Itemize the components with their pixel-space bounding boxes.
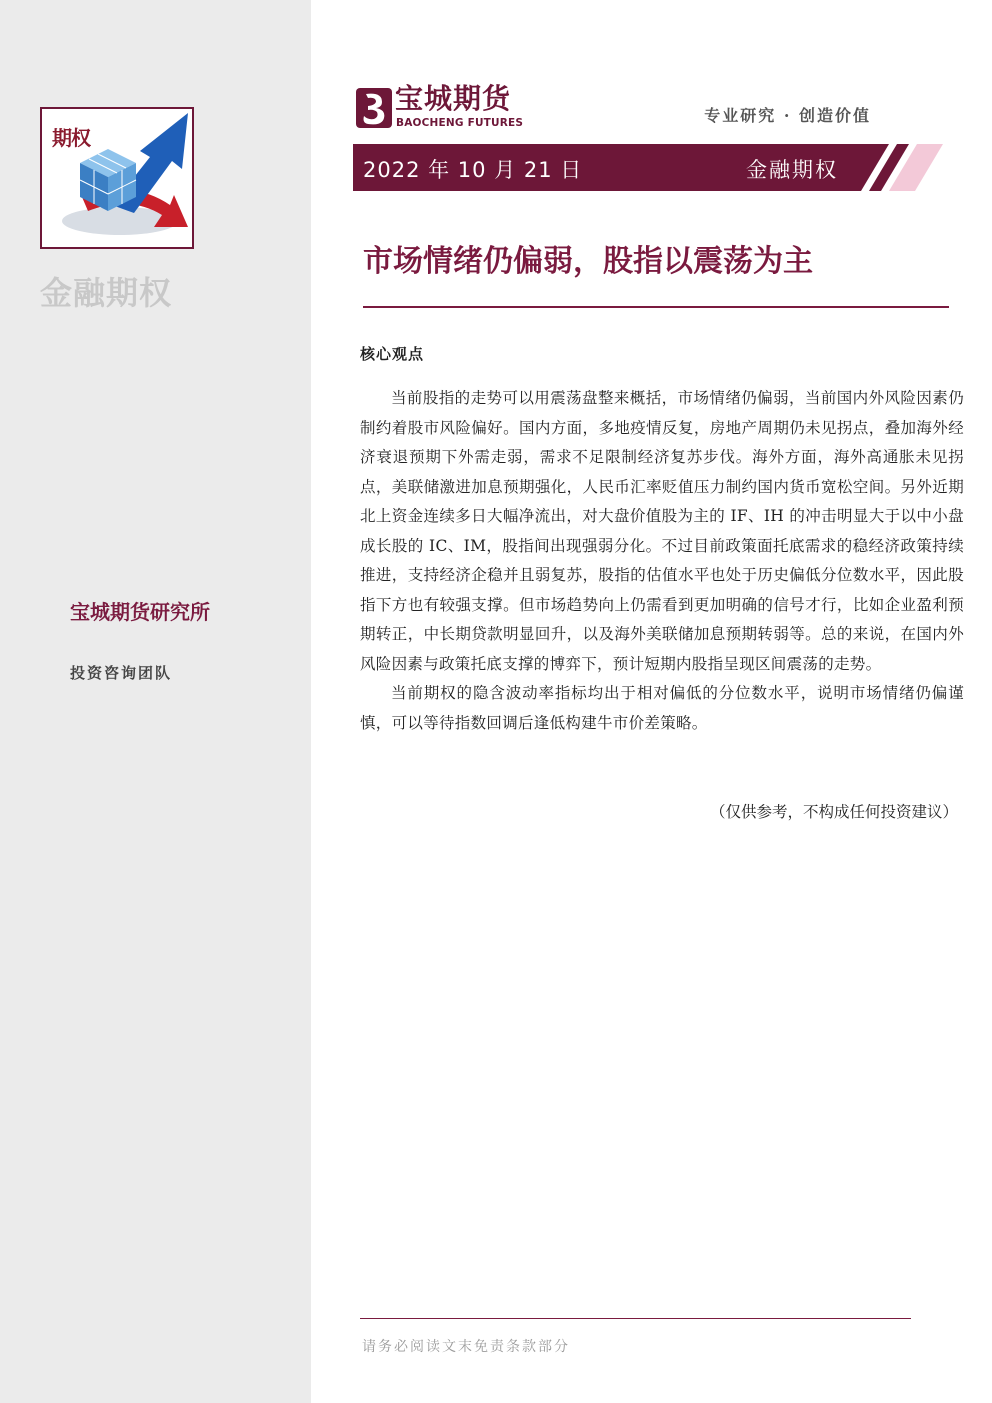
disclaimer: （仅供参考，不构成任何投资建议） [709, 803, 958, 821]
footer-divider [360, 1318, 911, 1319]
cover-label: 期权 [52, 126, 90, 150]
report-body [360, 384, 964, 738]
baocheng-logo-icon [354, 86, 394, 130]
slogan: 专业研究 · 创造价值 [704, 106, 871, 125]
footer-note: 请务必阅读文末免责条款部分 [362, 1339, 570, 1355]
report-category: 金融期权 [746, 158, 838, 182]
team-name: 投资咨询团队 [70, 664, 173, 682]
title-divider [363, 306, 949, 308]
logo-english: BAOCHENG FUTURES [396, 117, 524, 129]
logo-chinese: 宝城期货 [395, 82, 512, 115]
body-paragraph: 当前股指的走势可以用震荡盘整来概括，市场情绪仍偏弱，当前国内外风险因素仍制约着股市风险偏好。国内方面，多地疫情反复，房地产周期仍未见拐点，叠加海外经济衰退预期下外需走弱，需求不足限制经济复苏步伐。海外方面，海外高通胀未见拐点，美联储激进加息预期强化，人民币汇率贬值压力制约国内货币宽松空间。另外近期北上资金连续多日大幅净流出，对大盘价值股为主的 IF、IH 的冲击明显大于以中小盘成长股的 IC、IM，股指间出现强弱分化。不过目前政策面托底需求的稳经济政策持续推进，支持经济企稳并且弱复苏，股指的估值水平也处于历史偏低分位数水平，因此股指下方也有较强支撑。但市场趋势向上仍需看到更加明确的信号才行，比如企业盈利预期转正，中长期贷款明显回升，以及海外美联储加息预期转弱等。总的来说，在国内外风险因素与政策托底支撑的博弈下，预计短期内股指呈现区间震荡的走势。 [360, 389, 964, 673]
sidebar [0, 0, 311, 1403]
sidebar-title: 金融期权 [40, 274, 173, 312]
report-title: 市场情绪仍偏弱，股指以震荡为主 [363, 244, 813, 279]
report-date: 2022 年 10 月 21 日 [363, 158, 583, 182]
core-view-heading: 核心观点 [360, 345, 425, 363]
institute-name: 宝城期货研究所 [70, 600, 210, 624]
body-paragraph: 当前期权的隐含波动率指标均出于相对偏低的分位数水平，说明市场情绪仍偏谨慎，可以等待指数回调后逢低构建牛市价差策略。 [360, 684, 964, 732]
